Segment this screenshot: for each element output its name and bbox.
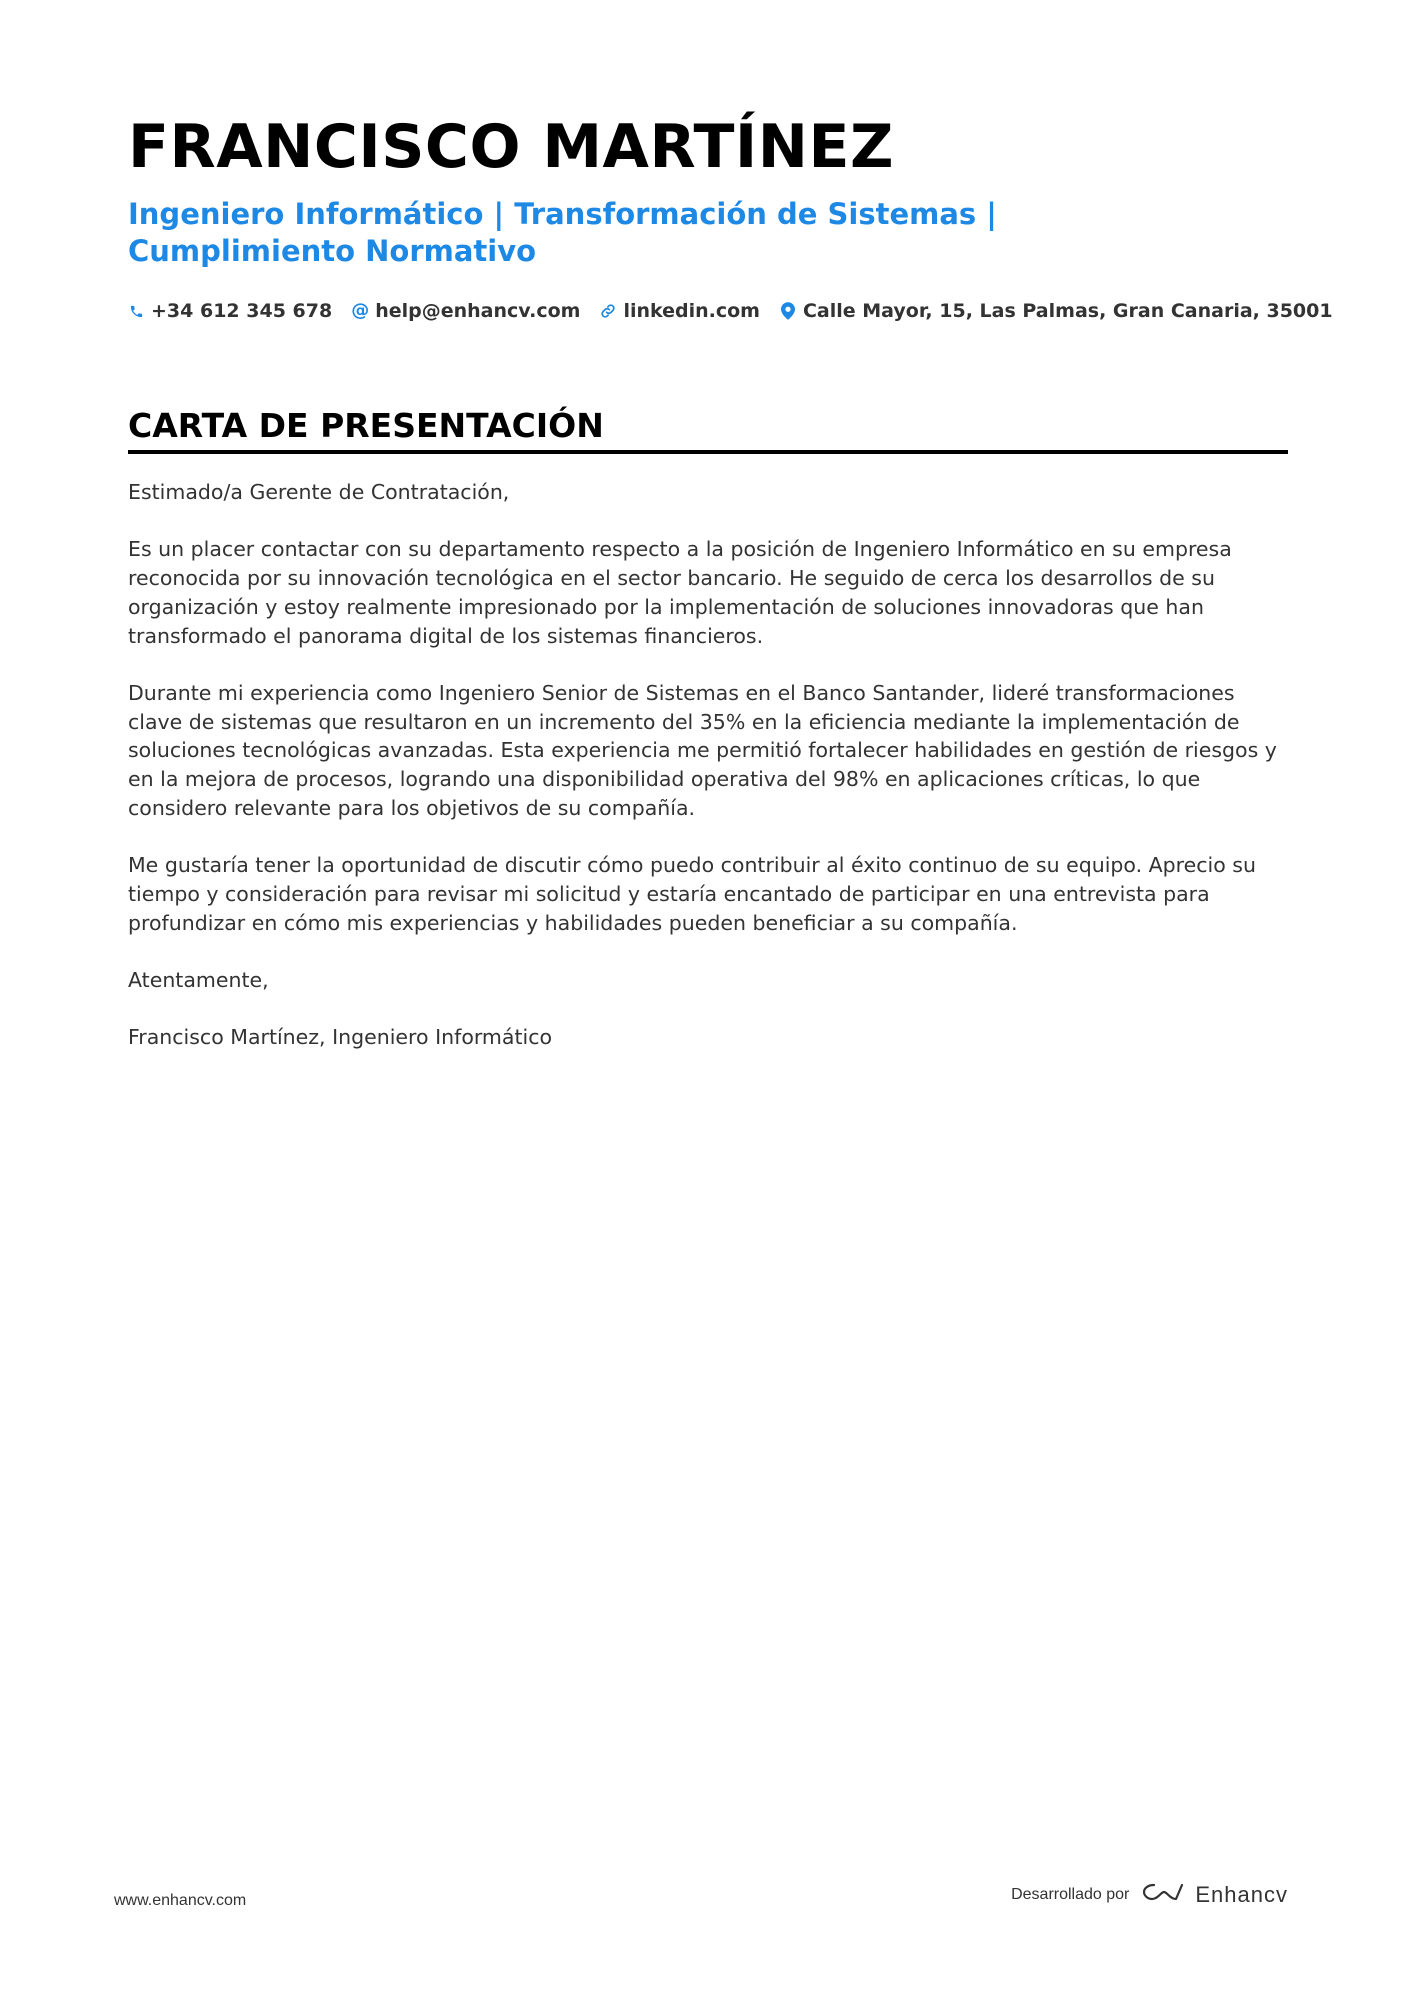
applicant-name: FRANCISCO MARTÍNEZ — [128, 112, 894, 182]
applicant-title: Ingeniero Informático | Transformación de Sistemas | Cumplimiento Normativo — [128, 197, 997, 268]
contact-address — [780, 298, 1333, 324]
contact-phone — [128, 298, 332, 324]
phone-icon — [128, 302, 144, 320]
contact-linkedin[interactable] — [600, 298, 760, 324]
link-icon — [600, 302, 616, 320]
letter-body — [128, 478, 1288, 1052]
at-icon: @ — [351, 300, 370, 321]
contact-bar — [128, 298, 1333, 324]
letter-paragraph-1: Es un placer contactar con su departamento respecto a la posición de Ingeniero Informático en su empresa reconocida por su innovación tecnológica en el sector bancario. He seguido de cerca los desarrollos de su organización y estoy realmente impresionado por la implementación de soluciones innovadoras que han transformado el panorama digital de los sistemas financieros. — [128, 537, 1232, 648]
letter-greeting: Estimado/a Gerente de Contratación, — [128, 480, 510, 504]
letter-closing: Atentamente, — [128, 967, 269, 992]
letter-signature: Francisco Martínez, Ingeniero Informático — [128, 1025, 553, 1050]
contact-phone-text: +34 612 345 678 — [151, 300, 333, 322]
powered-by-label: Desarrollado por — [1011, 1885, 1130, 1903]
header — [128, 112, 1333, 324]
contact-email-text[interactable]: help@enhancv.com — [375, 300, 581, 322]
letter-paragraph-2: Durante mi experiencia como Ingeniero Senior de Sistemas en el Banco Santander, lideré transformaciones clave de sistemas que resultaron en un incremento del 35% en la eficiencia mediante la implementación de soluciones tecnológicas avanzadas. Esta experiencia me permitió fortalecer habilidades en gestión de riesgos y en la mejora de procesos, logrando una disponibilidad operativa del 98% en aplicaciones críticas, lo que considero relevante para los objetivos de su compañía. — [128, 680, 1277, 820]
location-pin-icon — [780, 302, 796, 320]
section-title: CARTA DE PRESENTACIÓN — [128, 404, 1288, 454]
letter-paragraph-3: Me gustaría tener la oportunidad de discutir cómo puedo contribuir al éxito continuo de su equipo. Aprecio su tiempo y consideración para revisar mi solicitud y estaría encantado de participar en una entrevista para profundizar en cómo mis experiencias y habilidades pueden beneficiar a su compañía. — [128, 853, 1256, 935]
enhancv-logo-icon — [1141, 1880, 1187, 1909]
footer-branding — [1011, 1880, 1288, 1909]
contact-address-text: Calle Mayor, 15, Las Palmas, Gran Canaria, 35001 — [802, 300, 1333, 322]
cover-letter-section — [128, 404, 1288, 1081]
contact-email[interactable] — [352, 298, 580, 324]
footer-website[interactable]: www.enhancv.com — [114, 1892, 247, 1909]
brand-name: Enhancv — [1195, 1881, 1288, 1907]
contact-linkedin-text[interactable]: linkedin.com — [623, 300, 760, 322]
